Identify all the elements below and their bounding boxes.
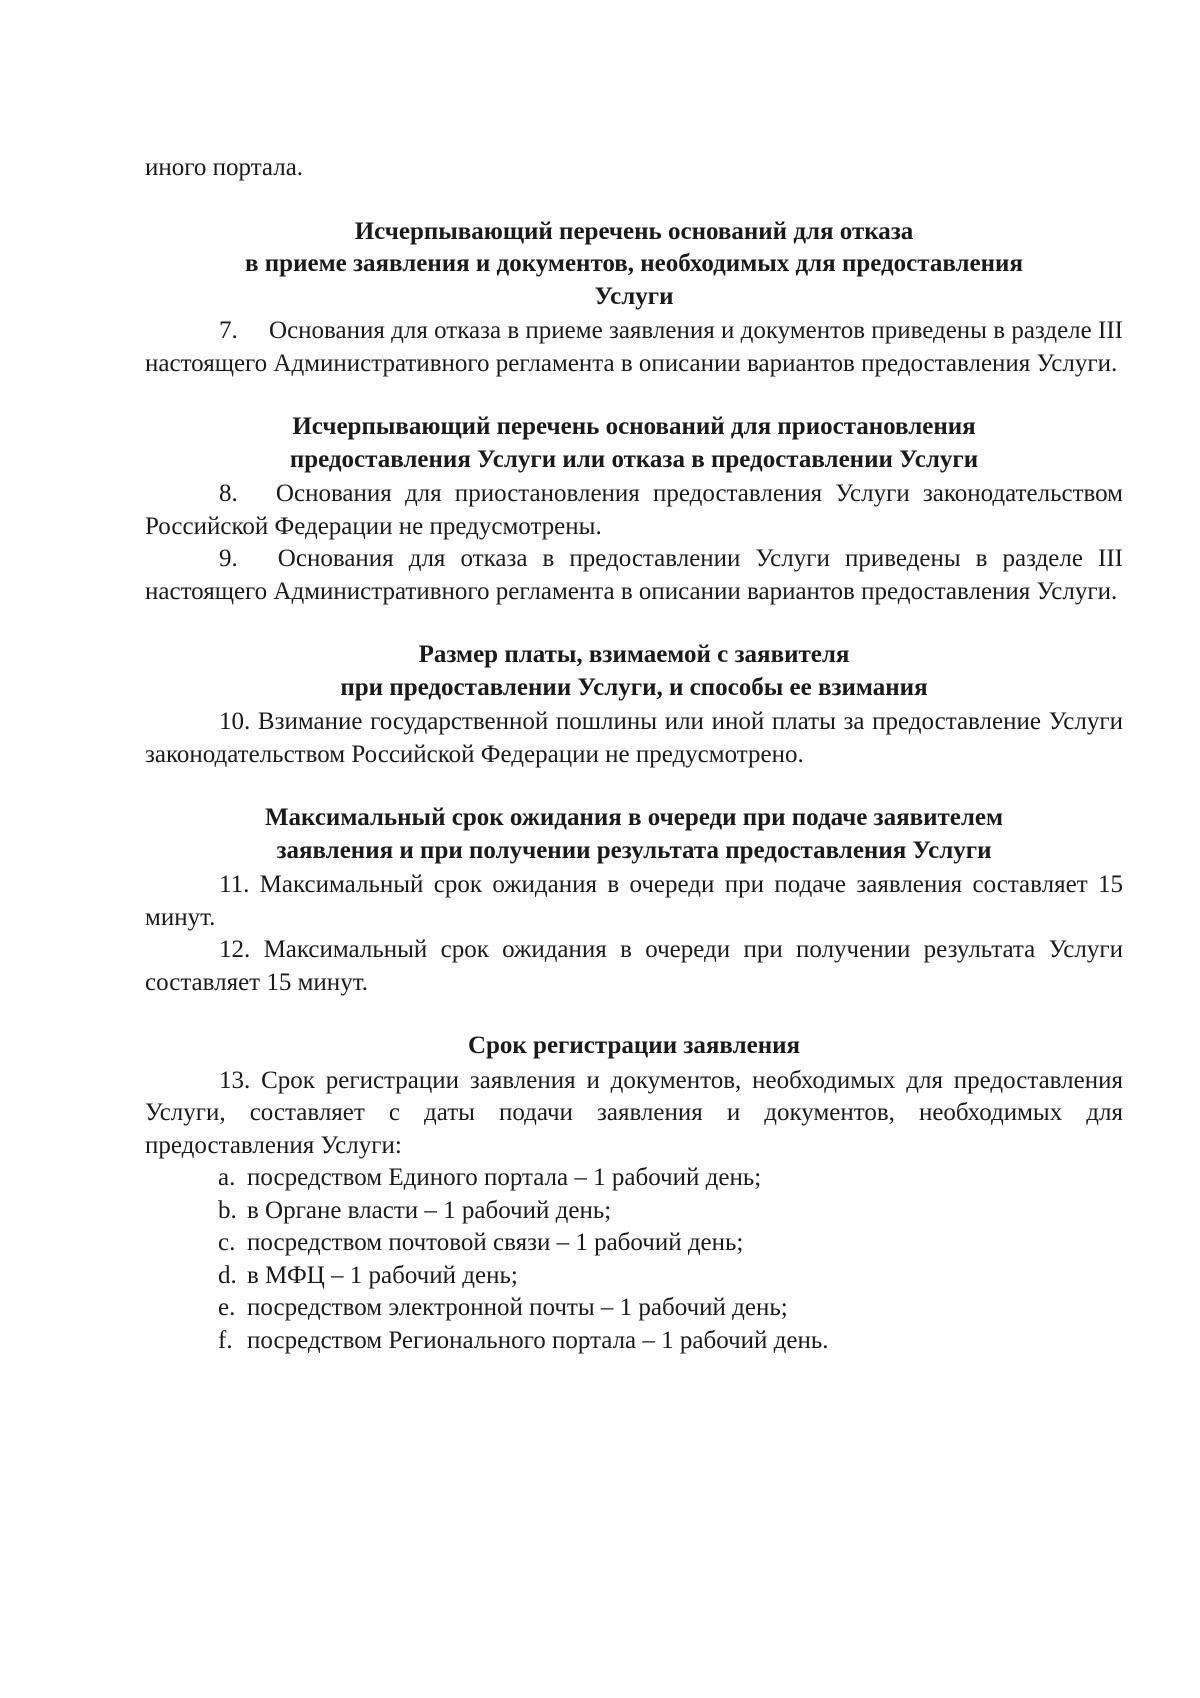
list-item-text: посредством Регионального портала – 1 рабочий день. — [247, 1326, 829, 1354]
paragraph-7: 7. Основания для отказа в приеме заявления и документов приведены в разделе III настоящего Административного регламента в описании вариантов предоставления Услуги. — [145, 317, 1123, 377]
list-item — [145, 1325, 1123, 1358]
page-content — [145, 152, 1123, 1357]
heading-line: заявления и при получении результата предоставления Услуги — [276, 836, 992, 864]
section-heading-fee — [145, 639, 1123, 704]
list-item-letter: a. — [218, 1164, 236, 1191]
paragraph-9: 9. Основания для отказа в предоставлении Услуги приведены в разделе III настоящего Административного регламента в описании вариантов предоставления Услуги. — [145, 545, 1123, 605]
list-item-letter: e. — [218, 1294, 236, 1321]
list-item-letter: f. — [218, 1326, 233, 1354]
heading-line: при предоставлении Услуги, и способы ее взимания — [340, 673, 928, 701]
heading-line: Услуги — [594, 282, 674, 310]
heading-line: Максимальный срок ожидания в очереди при подаче заявителем — [264, 804, 1004, 831]
heading-line: Исчерпывающий перечень оснований для отказа — [354, 217, 914, 245]
list-item-text: посредством Единого портала – 1 рабочий день; — [247, 1164, 762, 1191]
list-item-text: посредством электронной почты – 1 рабочий день; — [247, 1294, 788, 1321]
heading-line: Срок регистрации заявления — [467, 1032, 801, 1059]
heading-line: предоставления Услуги или отказа в предоставлении Услуги — [289, 445, 979, 473]
section-heading-refusal-acceptance — [145, 216, 1123, 314]
list-item-text: в Органе власти – 1 рабочий день; — [247, 1196, 612, 1224]
list-item-text: в МФЦ – 1 рабочий день; — [247, 1261, 518, 1289]
list-item — [145, 1162, 1123, 1195]
list-item-letter: d. — [218, 1261, 237, 1289]
registration-terms-list — [145, 1162, 1123, 1357]
paragraph-13: 13. Срок регистрации заявления и документов, необходимых для предоставления Услуги, составляет с даты подачи заявления и документов, необходимых для предоставления Услуги: — [145, 1066, 1123, 1159]
list-item-text: посредством почтовой связи – 1 рабочий день; — [247, 1229, 744, 1256]
list-item — [145, 1195, 1123, 1228]
list-item — [145, 1260, 1123, 1293]
section-heading-suspension — [145, 411, 1123, 476]
section-heading-queue-time — [145, 802, 1123, 867]
list-item — [145, 1227, 1123, 1260]
intro-line: иного портала. — [145, 154, 304, 181]
paragraph-11: 11. Максимальный срок ожидания в очереди при подаче заявления составляет 15 минут. — [145, 871, 1123, 931]
paragraph-8: 8. Основания для приостановления предоставления Услуги законодательством Российской Федерации не предусмотрены. — [145, 480, 1123, 540]
paragraph-10: 10. Взимание государственной пошлины или иной платы за предоставление Услуги законодательством Российской Федерации не предусмотрено. — [145, 708, 1123, 768]
list-item-letter: c. — [218, 1229, 236, 1256]
list-item — [145, 1292, 1123, 1325]
section-heading-registration — [145, 1030, 1123, 1063]
heading-line: Размер платы, взимаемой с заявителя — [418, 641, 850, 668]
heading-line: в приеме заявления и документов, необходимых для предоставления — [245, 250, 1023, 277]
paragraph-12: 12. Максимальный срок ожидания в очереди при получении результата Услуги составляет 15 минут. — [145, 936, 1123, 996]
heading-line: Исчерпывающий перечень оснований для приостановления — [292, 413, 976, 440]
list-item-letter: b. — [218, 1196, 237, 1224]
